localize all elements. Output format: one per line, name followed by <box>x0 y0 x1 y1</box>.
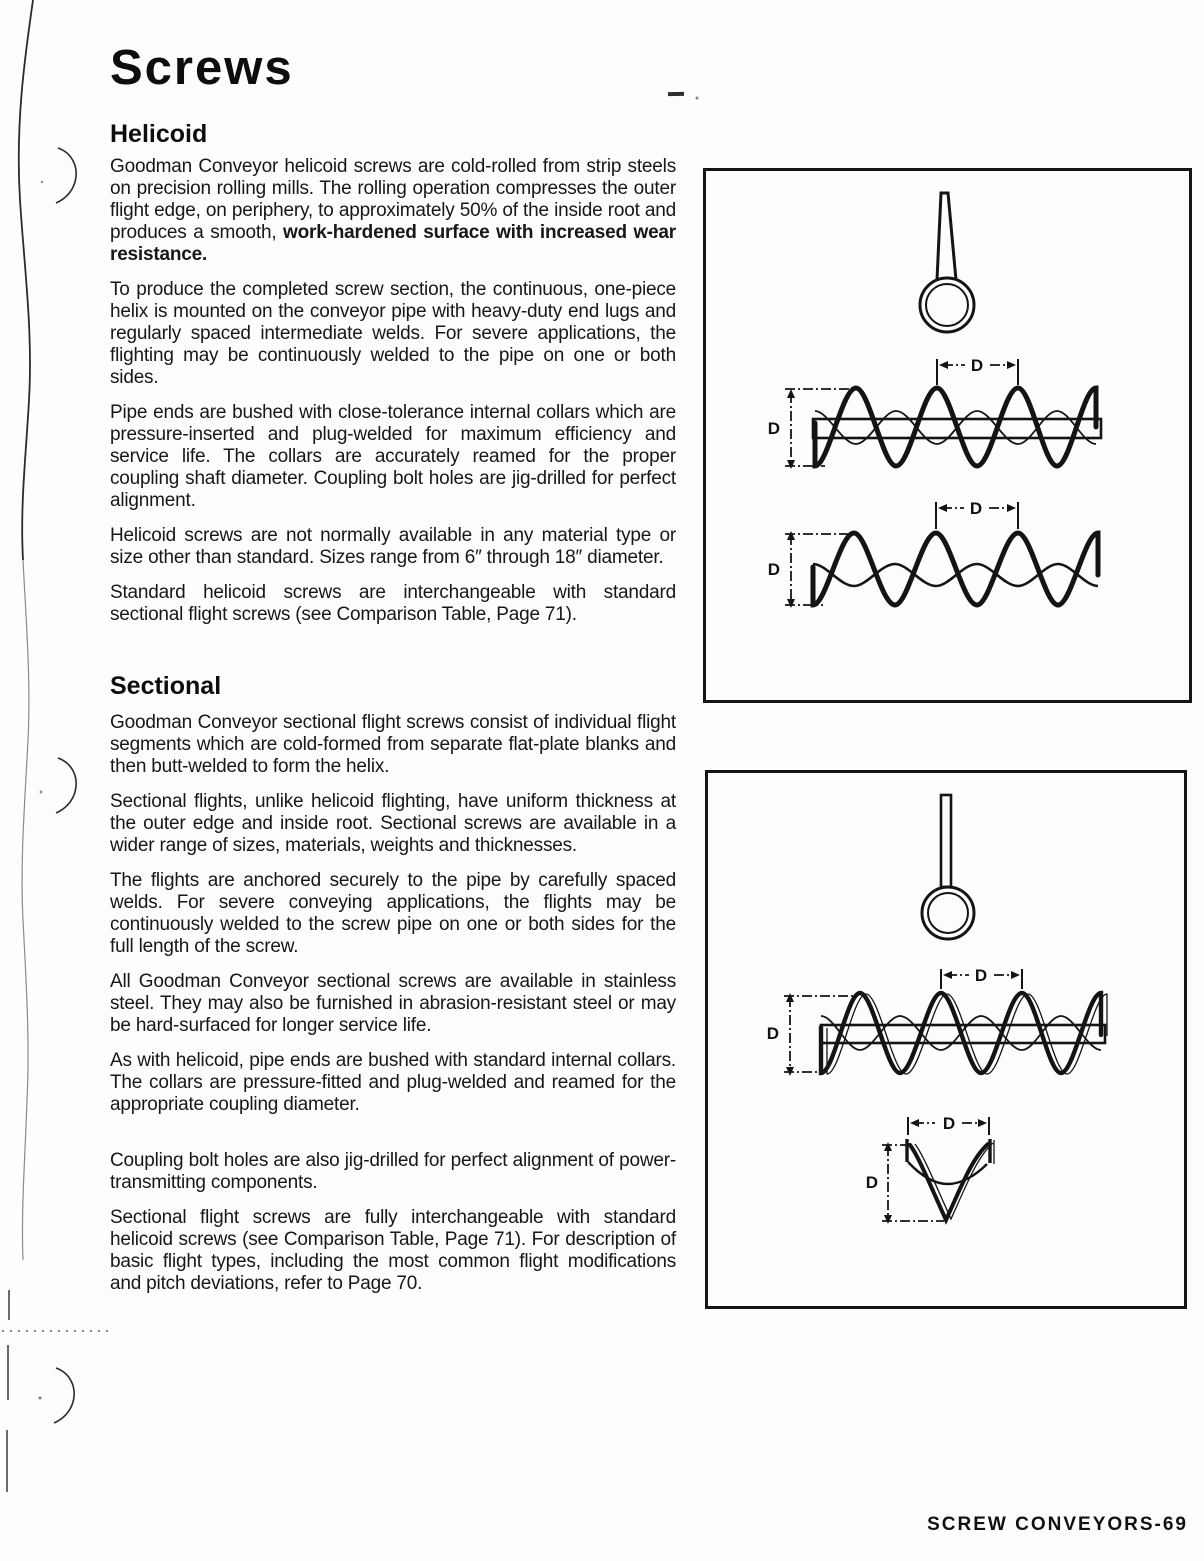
scan-mark-paren <box>54 1368 74 1423</box>
page-title: Screws <box>110 41 294 95</box>
body-paragraph: As with helicoid, pipe ends are bushed with standard internal collars. The collars are pressure-fitted and plug-welded and reamed for the appropriate coupling diameter. <box>110 1050 676 1115</box>
body-paragraph <box>110 156 676 266</box>
body-paragraph: Standard helicoid screws are interchangeable with standard sectional flight screws (see Comparison Table, Page 71). <box>110 582 676 625</box>
paragraph-text: Goodman Conveyor helicoid screws are cold-rolled from strip steels on precision rolling mills. The rolling operation compresses the outer flight edge, on periphery, to approximately 50% of the inside root and produces a smooth, <box>110 156 676 243</box>
helicoid-screw-on-pipe-drawing <box>768 356 1101 469</box>
dimension-label: D <box>974 966 988 985</box>
helicoid-figure <box>706 171 1189 700</box>
body-paragraph: All Goodman Conveyor sectional screws are available in stainless steel. They may also be furnished in abrasion-resistant steel or may be hard-surfaced for longer service life. <box>110 971 676 1036</box>
dimension-label: D <box>970 356 984 375</box>
body-paragraph: Goodman Conveyor sectional flight screws consist of individual flight segments which are cold-formed from separate flat-plate blanks and then butt-welded to form the helix. <box>110 712 676 777</box>
scan-mark-dash <box>668 92 684 96</box>
section-heading-helicoid: Helicoid <box>110 120 208 148</box>
dimension-label: D <box>942 1114 956 1133</box>
dimension-label: D <box>865 1173 878 1192</box>
dimension-label: D <box>767 560 780 579</box>
dimension-label: D <box>767 419 780 438</box>
text-column <box>110 40 676 1295</box>
sectional-flight-cross-section-drawing <box>922 795 974 939</box>
paragraph-bold-text: work-hardened surface with increased wear resistance. <box>110 222 676 265</box>
sectional-screw-on-pipe-drawing <box>767 966 1107 1076</box>
body-paragraph: Pipe ends are bushed with close-tolerance internal collars which are pressure-inserted and plug-welded for maximum efficiency and service life. The collars are accurately reamed for the proper coupling shaft diameter. Coupling bolt holes are jig-drilled for perfect alignment. <box>110 402 676 511</box>
body-paragraph: Coupling bolt holes are also jig-drilled for perfect alignment of power-transmitting components. <box>110 1150 676 1193</box>
helicoid-flight-cross-section-drawing <box>920 193 974 332</box>
sectional-figure-box <box>705 770 1187 1309</box>
body-paragraph: The flights are anchored securely to the pipe by carefully spaced welds. For severe conveying applications, the flights may be continuously welded to the screw pipe on one or both sides for the full length of the screw. <box>110 870 676 957</box>
helicoid-flighting-drawing <box>768 499 1098 608</box>
dimension-label: D <box>969 499 983 518</box>
body-paragraph: Helicoid screws are not normally available in any material type or size other than standard. Sizes range from 6″ through 18″ diameter. <box>110 525 676 568</box>
sectional-flight-segment-drawing <box>866 1114 994 1224</box>
helicoid-figure-box <box>703 168 1192 703</box>
body-paragraph: Sectional flight screws are fully interchangeable with standard helicoid screws (see Comparison Table, Page 71). For description of basic flight types, including the most common flight modifications and pitch deviations, refer to Page 70. <box>110 1207 676 1294</box>
scan-mark-paren <box>56 758 76 813</box>
sectional-figure <box>708 773 1184 1306</box>
scan-mark-paren <box>56 148 76 203</box>
section-heading-sectional: Sectional <box>110 672 222 700</box>
dimension-label: D <box>766 1024 779 1043</box>
body-paragraph: Sectional flights, unlike helicoid flighting, have uniform thickness at the outer edge and inside root. Sectional screws are available in a wider range of sizes, materials, weights and thicknesses. <box>110 791 676 856</box>
body-paragraph: To produce the completed screw section, the continuous, one-piece helix is mounted on the conveyor pipe with heavy-duty end lugs and regularly spaced intermediate welds. For severe applications, the flighting may be continuously welded to the pipe on one or both sides. <box>110 279 676 388</box>
page-footer: SCREW CONVEYORS-69 <box>927 1514 1188 1535</box>
